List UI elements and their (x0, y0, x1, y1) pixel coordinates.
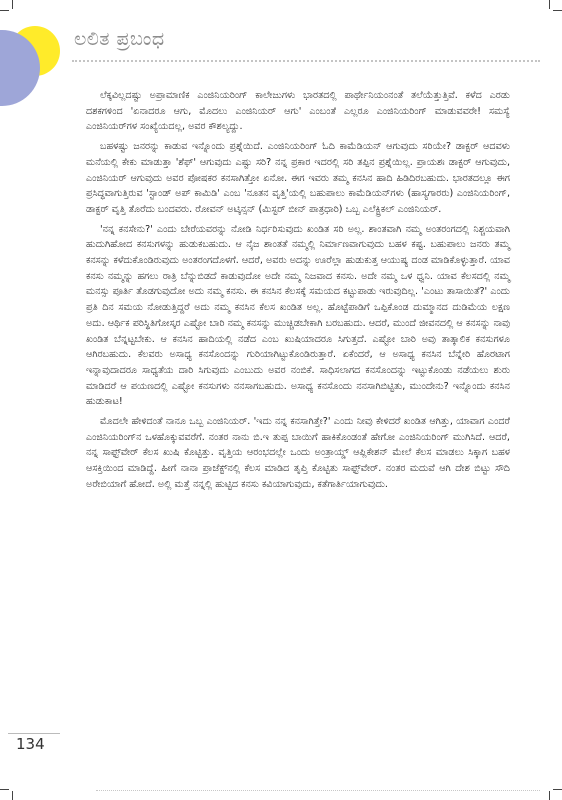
footer-divider (8, 733, 60, 734)
page-number: 134 (16, 735, 45, 753)
paragraph: ಮೊದಲೇ ಹೇಳಿದಂತೆ ನಾನೂ ಒಬ್ಬ ಎಂಜಿನಿಯರ್. 'ಇದು ನನ್ನ ಕನಸಾಗಿತ್ತೇ?' ಎಂದು ನೀವು ಕೇಳಿದರೆ ಖಂಡಿತ ಆಗಿತ್ತು, ಯಾವಾಗ ಎಂದರೆ ಎಂಜಿನಿಯರಿಂಗ್‌ನ ಒಳಹೊಕ್ಕುವವರೆಗೆ. ನಂತರ ನಾನು ಬಿ.ಇ ತುಪ್ಪ ಬಾಯಿಗೆ ಹಾಕಿಕೊಂಡಂತೆ ಹೇಗೋ ಎಂಜಿನಿಯರಿಂಗ್ ಮುಗಿಸಿದೆ. ಆದರೆ, ನನ್ನ ಸಾಫ್ಟ್‌ವೇರ್ ಕೆಲಸ ಖುಷಿ ಕೊಟ್ಟಿತ್ತು. ವೃತ್ತಿಯ ಆರಂಭದಲ್ಲೇ ಒಂದು ಅಂತ್ರಾಯ್ಡ್ ಆಪ್ಲಿಕೇಶನ್ ಮೇಲೆ ಕೆಲಸ ಮಾಡಲು ಸಿಕ್ಕಾಗ ಬಹಳ ಆಸಕ್ತಿಯಿಂದ ಮಾಡಿದ್ದೆ. ಹೀಗೆ ನಾನಾ ಪ್ರಾಜೆಕ್ಟ್‌ನಲ್ಲಿ ಕೆಲಸ ಮಾಡಿದ ತೃಪ್ತಿ ಕೊಟ್ಟಿತು ಸಾಫ್ಟ್‌ವೇರ್. ನಂತರ ಮದುವೆ ಆಗಿ ದೇಶ ಬಿಟ್ಟು ಸೌದಿ ಅರೇಬಿಯಾಗೆ ಹೋದೆ. ಅಲ್ಲಿ ಮತ್ತೆ ನನ್ನಲ್ಲಿ ಹುಟ್ಟಿದ ಕನಸು ಕವಿಯಾಗುವುದು, ಕತೆಗಾರ್ತಿಯಾಗುವುದು. (86, 416, 510, 490)
crop-mark (553, 10, 562, 11)
section-title: ಲಲಿತ ಪ್ರಬಂಧ (74, 28, 165, 50)
crop-mark (0, 789, 9, 790)
bottom-dotted-divider (96, 790, 540, 791)
crop-mark (549, 791, 550, 800)
paragraph: 'ನನ್ನ ಕನಸೇನು?' ಎಂದು ಬೇರೆಯವರನ್ನು ನೋಡಿ ನಿರ್ಧರಿಸುವುದು ಖಂಡಿತ ಸರಿ ಅಲ್ಲ. ಶಾಂತವಾಗಿ ನಮ್ಮ ಅಂತರಂಗದಲ್ಲಿ ನಿಶ್ಚಯವಾಗಿ ಹುದುಗಿಹೋದ ಕನಸುಗಳನ್ನು ಹುಡುಕಬಹುದು. ಆ ನೈಜ ಶಾಂತತೆ ನಮ್ಮಲ್ಲಿ ನಿರ್ಮಾಣವಾಗುವುದು ಬಹಳ ಕಷ್ಟ. ಬಹುಪಾಲು ಜನರು ತಮ್ಮ ಕನಸನ್ನು ಕಳೆದುಕೊಂಡಿರುವುದು ಅಂತರಂಗದೊಳಗೆ. ಆದರೆ, ಅವರು ಅದನ್ನು ಊರೆಲ್ಲಾ ಹುಡುಕುತ್ತ ಆಯುಷ್ಯ ದಂಡ ಮಾಡಿಕೊಳ್ಳುತ್ತಾರೆ. ಯಾವ ಕನಸು ನಮ್ಮನ್ನು ಹಗಲು ರಾತ್ರಿ ಬೆನ್ನುಬಿಡದೆ ಕಾಡುವುದೋ ಅದೇ ನಮ್ಮ ನಿಜವಾದ ಕನಸು. ಅದೇ ನಮ್ಮ ಒಳ ಧ್ವನಿ. ಯಾವ ಕೆಲಸದಲ್ಲಿ ನಮ್ಮ ಮನಸ್ಸು ಪೂರ್ತಿ ತೊಡಗುವುದೋ ಅದು ನಮ್ಮ ಕನಸು. ಈ ಕನಸಿನ ಕೆಲಸಕ್ಕೆ ಸಮಯದ ಕಟ್ಟುಪಾಡು ಇರುವುದಿಲ್ಲ. 'ಎಂಟು ತಾಸಾಯಿತೆ?' ಎಂದು ಪ್ರತಿ ದಿನ ಸಮಯ ನೋಡುತ್ತಿದ್ದರೆ ಅದು ನಮ್ಮ ಕನಸಿನ ಕೆಲಸ ಖಂಡಿತ ಅಲ್ಲ. ಹೊಟ್ಟೆಪಾಡಿಗೆ ಒಪ್ಪಿಕೊಂಡ ದುಮ್ಮಾನದ ದುಡಿಮೆಯ ಲಕ್ಷಣ ಅದು. ಆರ್ಥಿಕ ಪರಿಸ್ಥಿತಿಗೋಸ್ಕರ ಎಷ್ಟೋ ಬಾರಿ ನಮ್ಮ ಕನಸನ್ನು ಮುಚ್ಚಿಡಬೇಕಾಗಿ ಬರಬಹುದು. ಆದರೆ, ಮುಂದೆ ಜೀವನದಲ್ಲಿ ಆ ಕನಸನ್ನು ನಾವು ಖಂಡಿತ ಬೆನ್ನಟ್ಟಬೇಕು. ಆ ಕನಸಿನ ಹಾದಿಯಲ್ಲಿ ನಡೆದ ಎಂಬ ಖುಷಿಯಾದರೂ ಸಿಗುತ್ತದೆ. ಎಷ್ಟೋ ಬಾರಿ ಅವು ತಾತ್ಕಾಲಿಕ ಕನಸುಗಳೂ ಆಗಿರಬಹುದು. ಕೆಲವರು ಅಸಾಧ್ಯ ಕನಸೊಂದನ್ನು ಗುರಿಯಾಗಿಟ್ಟುಕೊಂಡಿರುತ್ತಾರೆ. ಏಕೆಂದರೆ, ಆ ಅಸಾಧ್ಯ ಕನಸಿನ ಬೆನ್ನೇರಿ ಹೊರಟಾಗ ಇನ್ನಾವುದಾದರೂ ಸಾಧ್ಯತೆಯ ದಾರಿ ಸಿಗುವುದು ಎಂಬುದು ಅವರ ನಂಬಿಕೆ. ಸಾಧಿಸಲಾಗದ ಕನಸೊಂದನ್ನು ಇಟ್ಟುಕೊಂಡು ನಡೆಯಲು ಶುರು ಮಾಡಿದರೆ ಆ ಪಯಣದಲ್ಲಿ ಎಷ್ಟೋ ಕನಸುಗಳು ನನಸಾಗಬಹುದು. ಅಸಾಧ್ಯ ಕನಸೊಂದು ನನಸಾಗಿಬಿಟ್ಟಿತು, ಮುಂದೇನು? ಇನ್ನೊಂದು ಕನಸಿನ ಹುಡುಕಾಟ! (86, 223, 510, 408)
crop-mark (12, 0, 13, 9)
crop-mark (12, 791, 13, 800)
crop-mark (553, 789, 562, 790)
crop-mark (549, 0, 550, 9)
essay-body (86, 88, 510, 497)
crop-mark (0, 10, 9, 11)
paragraph: ಬಹಳಷ್ಟು ಜನರನ್ನು ಕಾಡುವ ಇನ್ನೊಂದು ಪ್ರಶ್ನೆಯಿದೆ. ಎಂಜಿನಿಯರಿಂಗ್ ಓದಿ ಕಾಮೆಡಿಯನ್ ಆಗುವುದು ಸರಿಯೇ? ಡಾಕ್ಟರ್ ಆದವಳು ಮನೆಯಲ್ಲಿ ಕೇಕು ಮಾಡುತ್ತಾ 'ಶೆಫ್' ಆಗುವುದು ಎಷ್ಟು ಸರಿ? ನನ್ನ ಪ್ರಕಾರ ಇದರಲ್ಲಿ ಸರಿ ತಪ್ಪಿನ ಪ್ರಶ್ನೆಯಿಲ್ಲ. ಪ್ರಾಯಶಃ ಡಾಕ್ಟರ್ ಆಗುವುದು, ಎಂಜಿನಿಯರ್ ಆಗುವುದು ಅವರ ಪೋಷಕರ ಕನಸಾಗಿತ್ತೋ ಏನೋ. ಈಗ ಇವರು ತಮ್ಮ ಕನಸಿನ ಹಾದಿ ಹಿಡಿದಿರಬಹುದು. ಭಾರತದಲ್ಲೂ ಈಗ ಪ್ರಸಿದ್ಧವಾಗುತ್ತಿರುವ 'ಸ್ಟಾಂಡ್ ಅಪ್ ಕಾಮಿಡಿ' ಎಂಬ 'ನೂತನ ವೃತ್ತಿ'ಯಲ್ಲಿ ಬಹುಪಾಲು ಕಾಮೆಡಿಯನ್‌ಗಳು (ಹಾಸ್ಯಗಾರರು) ಎಂಜಿನಿಯರಿಂಗ್, ಡಾಕ್ಟರ್ ವೃತ್ತಿ ತೊರೆದು ಬಂದವರು. ರೋವನ್ ಅಟ್ಕಿನ್ಸನ್ (ಮಿಸ್ಟರ್ ಬೀನ್ ಪಾತ್ರಧಾರಿ) ಒಬ್ಬ ಎಲೆಕ್ಟ್ರಿಕಲ್ ಎಂಜಿನಿಯರ್. (86, 141, 510, 215)
paragraph: ಲೆಕ್ಕವಿಲ್ಲದಷ್ಟು ಅಪ್ರಾಮಾಣಿಕ ಎಂಜಿನಿಯರಿಂಗ್ ಕಾಲೇಜುಗಳು ಭಾರತದಲ್ಲಿ ಪಾರ್ಥೇನಿಯಂನಂತೆ ತಲೆಯೆತ್ತುತ್ತಿವೆ. ಕಳೆದ ಎರಡು ದಶಕಗಳಿಂದ 'ಏನಾದರೂ ಆಗು, ಮೊದಲು ಎಂಜಿನಿಯರ್ ಆಗು' ಎಂಬಂತೆ ಎಲ್ಲರೂ ಎಂಜಿನಿಯರಿಂಗ್ ಮಾಡುವವರೇ! ಸಮಸ್ಯೆ ಎಂಜಿನಿಯರ್‌ಗಳ ಸಂಖ್ಯೆಯದಲ್ಲ, ಅವರ ಕೌಶಲ್ಯದ್ದು. (86, 90, 510, 133)
header-dotted-divider (72, 60, 540, 62)
